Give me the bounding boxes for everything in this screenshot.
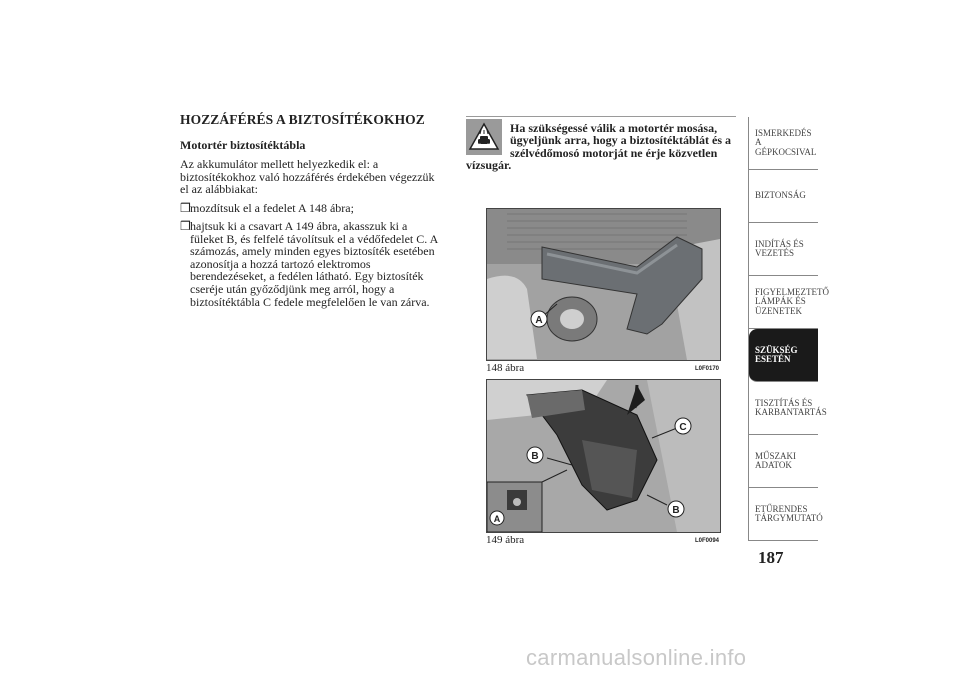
bullet-line: azonosítja a hozzá tartozó elektromos: [190, 256, 371, 271]
callout-label: B: [672, 505, 680, 516]
sidebar-tab-muszaki[interactable]: MŰSZAKI ADATOK: [749, 435, 818, 488]
sidebar-tab-biztonsag[interactable]: BIZTONSÁG: [749, 170, 818, 223]
bullet-line: hajtsuk ki a csavart A 149 ábra, akasszuk ki a: [190, 219, 408, 233]
bullet-line: számozás, amely minden egyes biztosíték esetében: [190, 244, 435, 259]
intro-line: biztosítékokhoz való hozzáférés érdekében végezzük: [180, 169, 435, 184]
bullet-text: [190, 202, 452, 215]
bullet-text: [190, 220, 452, 308]
bullet-item: [180, 202, 452, 215]
bullet-line: biztosítéktábla C fedele megfelelően le van zárva.: [190, 294, 430, 309]
sidebar-tab-szukseg-eseten[interactable]: SZÜKSÉG ESETÉN: [749, 329, 818, 382]
sidebar-tab-ismerkedes[interactable]: ISMERKEDÉS A GÉPKOCSIVAL: [749, 117, 818, 170]
warning-line: ügyeljünk arra, hogy a biztosítéktáblát és a: [510, 133, 732, 148]
bullet-line: füleket B, és felfelé távolítsuk el a védőfedelet C. A: [190, 231, 439, 246]
page-number: 187: [758, 548, 784, 567]
bullet-line: berendezéseket, a fedélen látható. Egy biztosíték: [190, 269, 424, 284]
intro-paragraph: [180, 158, 450, 196]
bullet-line: mozdítsuk el a fedelet A 148 ábra;: [190, 201, 354, 215]
figure-caption: 149 ábra: [486, 534, 525, 546]
bullet-item: [180, 220, 452, 312]
sidebar-tab-figyelmezteto[interactable]: FIGYELMEZTETŐ LÁMPÁK ÉS ÜZENETEK: [749, 276, 818, 329]
bullet-marker: ❒: [180, 219, 191, 233]
warning-text: [466, 122, 736, 172]
callout-label: A: [535, 315, 543, 326]
divider-rule: [466, 116, 736, 117]
figure-148-image: [486, 208, 721, 361]
sidebar-tab-tisztitas[interactable]: TISZTÍTÁS ÉS KARBANTARTÁS: [749, 382, 818, 435]
warning-line: szélvédőmosó motorját ne érje közvetlen: [510, 145, 718, 160]
figure-caption: 148 ábra: [486, 362, 525, 374]
bullet-line: cseréje után győződjünk meg arról, hogy a: [190, 281, 395, 296]
warning-line: vízsugár.: [466, 158, 512, 173]
sidebar-tab-inditas[interactable]: INDÍTÁS ÉS VEZETÉS: [749, 223, 818, 276]
intro-line: Az akkumulátor mellett helyezkedik el: a: [180, 157, 379, 171]
section-subheading: Motortér biztosítéktábla: [180, 138, 306, 152]
callout-label: B: [531, 451, 539, 462]
figure-code: L0F0170: [695, 366, 720, 372]
figure-149-image: [486, 379, 721, 533]
warning-line: Ha szükségessé válik a motortér mosása,: [510, 121, 718, 135]
chapter-sidebar: [748, 117, 829, 541]
sidebar-tab-targymutato[interactable]: ETŰRENDES TÁRGYMUTATÓ: [749, 488, 818, 541]
figure-code: L0F0094: [695, 538, 720, 544]
bullet-marker: ❒: [180, 201, 191, 215]
callout-label: A: [493, 514, 501, 524]
intro-line: el az alábbiakat:: [180, 182, 258, 197]
watermark: carmanualsonline.info: [526, 645, 747, 670]
section-heading: HOZZÁFÉRÉS A BIZTOSÍTÉKOKHOZ: [180, 112, 425, 127]
callout-label: C: [679, 422, 687, 433]
